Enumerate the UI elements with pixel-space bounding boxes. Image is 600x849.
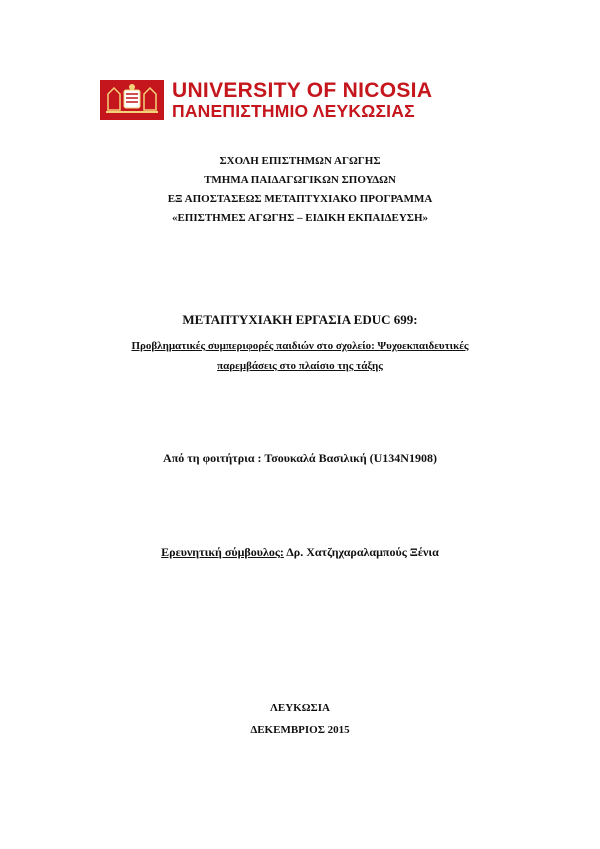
thesis-subtitle (0, 336, 600, 376)
university-crest-icon (100, 80, 164, 120)
thesis-subtitle-line2: παρεμβάσεις στο πλαίσιο της τάξης (217, 360, 383, 372)
student-line: Από τη φοιτήτρια : Τσουκαλά Βασιλική (U134N1908) (163, 451, 437, 465)
city: ΛΕΥΚΩΣΙΑ (270, 702, 330, 714)
logo-wordmark (172, 80, 432, 121)
logo-english-name: UNIVERSITY OF NICOSIA (172, 78, 433, 102)
thesis-subtitle-line1: Προβληματικές συμπεριφορές παιδιών στο σχολείο: Ψυχοεκπαιδευτικές (131, 340, 469, 352)
advisor-name: Δρ. Χατζηχαραλαμπούς Ξένια (283, 545, 439, 559)
program-name: «ΕΠΙΣΤΗΜΕΣ ΑΓΩΓΗΣ – ΕΙΔΙΚΗ ΕΚΠΑΙΔΕΥΣΗ» (171, 212, 429, 224)
logo-greek-name: ΠΑΝΕΠΙΣΤΗΜΙΟ ΛΕΥΚΩΣΙΑΣ (172, 100, 415, 121)
cover-footer (0, 697, 600, 741)
date: ΔΕΚΕΜΒΡΙΟΣ 2015 (250, 724, 350, 736)
department-name: ΤΜΗΜΑ ΠΑΙΔΑΓΩΓΙΚΩΝ ΣΠΟΥΔΩΝ (204, 174, 396, 186)
school-name: ΣΧΟΛΗ ΕΠΙΣΤΗΜΩΝ ΑΓΩΓΗΣ (219, 155, 381, 167)
program-type: ΕΞ ΑΠΟΣΤΑΣΕΩΣ ΜΕΤΑΠΤΥΧΙΑΚΟ ΠΡΟΓΡΑΜΜΑ (167, 193, 433, 205)
school-info (0, 152, 600, 228)
advisor-label: Ερευνητική σύμβουλος: (161, 545, 284, 559)
university-logo (100, 78, 515, 122)
thesis-title: ΜΕΤΑΠΤΥΧΙΑΚΗ ΕΡΓΑΣΙΑ EDUC 699: (182, 312, 418, 327)
advisor-line (0, 545, 600, 560)
